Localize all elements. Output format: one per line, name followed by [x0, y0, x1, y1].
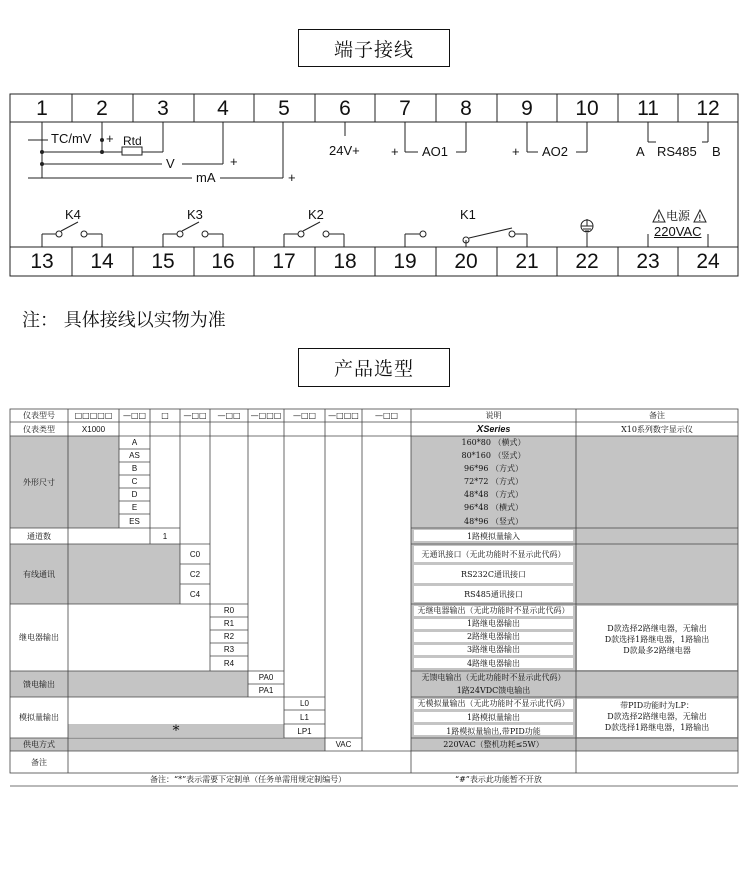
tc-mv-label: TC/mV: [51, 131, 92, 146]
relay-k3-label: K3: [187, 207, 203, 222]
type-label: 仪表类型: [23, 424, 55, 434]
power-label: 供电方式: [23, 740, 55, 749]
size-desc: 48*96 （竖式）: [464, 516, 523, 526]
analog-label: 模拟量输出: [19, 713, 59, 722]
plus-sign: +: [230, 154, 238, 169]
feed-desc: 无馈电输出（无此功能时不显示此代码）: [421, 673, 566, 682]
type-code: X1000: [81, 424, 106, 434]
terminal-number: 6: [339, 97, 351, 120]
header-code: —□□□: [250, 411, 282, 420]
relay-code: R0: [223, 606, 235, 615]
series-logo: [411, 422, 576, 436]
footnote-right: “#”表示此功能暂不开放: [455, 775, 542, 784]
size-desc: 72*72 （方式）: [464, 477, 523, 486]
header-code: —□□: [292, 411, 317, 420]
terminal-number: 12: [696, 97, 720, 120]
type-remark: X10系列数字显示仪: [621, 424, 693, 434]
terminal-number: 4: [217, 97, 229, 120]
rtd-label: Rtd: [123, 134, 142, 148]
wiring-note: 注： 具体接线以实物为准: [22, 310, 226, 331]
svg-text:!: !: [657, 214, 661, 224]
comm-desc: 无通讯接口（无此功能时不显示此代码）: [421, 549, 566, 559]
size-code: A: [131, 438, 138, 447]
analog-code: LP1: [297, 726, 312, 736]
power-code: VAC: [335, 740, 352, 749]
custom-star: *: [172, 724, 180, 738]
size-desc: 48*48 （方式）: [464, 490, 523, 499]
comm-code: C0: [189, 549, 201, 559]
plus-sign: +: [391, 144, 399, 159]
relay-code: R3: [223, 645, 235, 654]
header-code: —□□: [374, 411, 399, 420]
size-label: 外形尺寸: [23, 477, 55, 487]
terminal-number: 22: [575, 250, 599, 273]
size-code-bg: [68, 436, 119, 528]
relay-remark: D款最多2路继电器: [623, 646, 691, 655]
terminal-number: 16: [211, 250, 235, 273]
x-logo-icon: X: [476, 423, 484, 435]
relay-desc: 2路继电器输出: [466, 632, 521, 641]
terminal-number: 19: [393, 250, 417, 273]
relay-k4-label: K4: [65, 207, 81, 222]
analog-code: L1: [300, 712, 309, 722]
power-span-bg: [68, 738, 325, 751]
comm-label: 有线通讯: [23, 569, 55, 579]
24v-label: 24V+: [329, 143, 360, 158]
size-code: D: [131, 490, 138, 499]
series-label: Series: [483, 423, 511, 434]
power-desc: 220VAC（整机功耗≤5W）: [443, 740, 544, 749]
header-code: —□□: [217, 411, 241, 420]
terminal-number: 3: [157, 97, 169, 120]
rs485-label: RS485: [657, 144, 697, 159]
comm-code: C2: [189, 569, 201, 579]
relay-code: R2: [223, 632, 235, 641]
comm-span-bg: [68, 544, 180, 604]
comm-desc: RS485通讯接口: [464, 589, 523, 599]
size-desc: 96*96 （方式）: [464, 464, 523, 473]
relay-remark: D款选择1路继电器，1路输出: [604, 635, 710, 644]
ao1-label: AO1: [422, 144, 449, 159]
analog-desc: 1路模拟量输出,带PID功能: [446, 726, 541, 736]
terminal-number: 15: [151, 250, 175, 273]
header-description: 说明: [485, 411, 502, 420]
rs485-b-label: B: [712, 144, 721, 159]
feed-code: PA1: [258, 686, 274, 695]
size-code: E: [131, 503, 138, 512]
terminal-number: 10: [575, 97, 599, 120]
terminal-number: 14: [90, 250, 114, 273]
comm-desc: RS232C通讯接口: [461, 569, 526, 579]
analog-code: L0: [300, 699, 309, 708]
size-code: B: [131, 464, 138, 473]
footnote-left: 备注：“*”表示需要下定制单（任务单需用规定制编号）: [150, 775, 347, 784]
header-code: □: [161, 411, 169, 420]
terminal-number: 17: [272, 250, 296, 273]
analog-desc: 无模拟量输出（无此功能时不显示此代码）: [417, 699, 570, 708]
size-desc: 160*80 （横式）: [461, 438, 526, 447]
ma-label: mA: [196, 170, 216, 185]
terminal-number: 5: [278, 97, 290, 120]
relay-desc: 无继电器输出（无此功能时不显示此代码）: [417, 606, 570, 615]
size-desc: 80*160 （竖式）: [461, 451, 526, 460]
rs485-a-label: A: [636, 144, 645, 159]
terminal-number: 21: [515, 250, 539, 273]
comm-code: C4: [189, 589, 201, 599]
v-label: V: [166, 156, 175, 171]
plus-sign: +: [288, 170, 296, 185]
feed-label: 馈电输出: [23, 679, 55, 689]
header-code: —□□: [122, 411, 147, 420]
feed-desc: 1路24VDC馈电输出: [456, 686, 531, 695]
size-code: ES: [129, 516, 140, 526]
analog-desc: 1路模拟量输出: [466, 712, 521, 722]
header-code: —□□: [183, 411, 207, 420]
size-code: AS: [129, 451, 140, 460]
220vac-label: 220VAC: [654, 224, 702, 239]
header-code: □□□□□: [74, 411, 113, 420]
feed-span-bg: [68, 671, 248, 697]
relay-code: R4: [223, 659, 235, 668]
plus-sign: +: [512, 144, 520, 159]
feed-code: PA0: [258, 673, 274, 682]
size-desc: 96*48 （横式）: [464, 503, 523, 512]
relay-label: 继电器输出: [19, 633, 59, 642]
terminal-number: 7: [399, 97, 411, 120]
size-code: C: [131, 477, 138, 486]
analog-remark: D款选择2路继电器，无输出: [607, 712, 707, 721]
terminal-number: 9: [521, 97, 533, 120]
relay-code: R1: [223, 619, 235, 628]
terminal-number: 18: [333, 250, 357, 273]
selection-title: 产品选型: [298, 348, 450, 387]
relay-desc: 4路继电器输出: [466, 659, 521, 668]
plus-sign: +: [106, 131, 114, 146]
ao2-label: AO2: [542, 144, 569, 159]
relay-k2-label: K2: [308, 207, 324, 222]
terminal-number: 13: [30, 250, 54, 273]
terminal-title: 端子接线: [298, 29, 450, 67]
analog-remark: D款选择1路继电器，1路输出: [604, 723, 710, 732]
terminal-number: 1: [36, 97, 48, 120]
terminal-number: 8: [460, 97, 472, 120]
terminal-number: 2: [96, 97, 108, 120]
relay-desc: 3路继电器输出: [466, 645, 521, 654]
relay-remark: D款选择2路继电器，无输出: [607, 624, 707, 633]
terminal-number: 11: [637, 97, 659, 120]
relay-k1-label: K1: [460, 207, 476, 222]
svg-text:!: !: [698, 214, 702, 224]
channel-code: 1: [162, 531, 168, 541]
header-remark: 备注: [649, 411, 665, 420]
relay-desc: 1路继电器输出: [466, 619, 521, 628]
header-code: —□□□: [328, 411, 359, 420]
terminal-number: 20: [454, 250, 478, 273]
terminal-number: 23: [636, 250, 660, 273]
channel-label: 通道数: [27, 531, 51, 541]
memo-label: 备注: [31, 757, 47, 767]
header-model: 仪表型号: [23, 411, 55, 420]
power-label: 电源: [666, 209, 691, 223]
analog-remark: 带PID功能时为LP：: [620, 701, 694, 710]
terminal-number: 24: [696, 250, 720, 273]
channel-desc: 1路模拟量输入: [466, 531, 521, 541]
